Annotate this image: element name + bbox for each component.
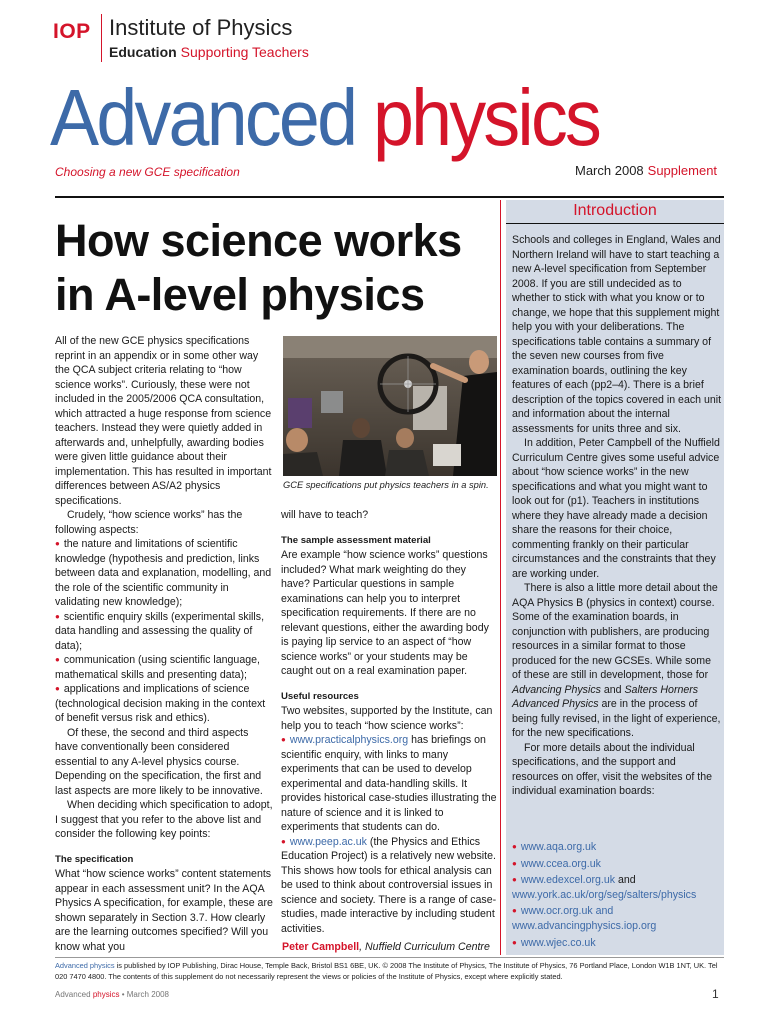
sample-assessment-text: Are example “how science works” questions included? What mark weighting do they have? Particular questions in sample examinations can help you to interpret specification requirements. If there are no relevant questions, either the awarding body is paying lip service to an aspect of “how science works” or your students may be caught out on a real examination paper. xyxy=(281,549,489,677)
practicalphysics-link[interactable]: www.practicalphysics.org xyxy=(289,734,409,746)
classroom-photo xyxy=(283,336,497,476)
link-item xyxy=(512,857,722,872)
continued-text: will have to teach? xyxy=(281,509,369,521)
specification-heading: The specification xyxy=(55,853,134,865)
sample-assessment-heading: The sample assessment material xyxy=(281,534,431,546)
headline-line-1: How science works xyxy=(55,215,462,266)
peep-link[interactable]: www.peep.ac.uk xyxy=(289,835,367,848)
publisher-note-title: Advanced physics xyxy=(55,961,115,970)
footer-rule xyxy=(55,957,724,958)
masthead-physics: physics xyxy=(372,73,600,162)
exam-board-links xyxy=(512,840,722,952)
aqa-link[interactable]: www.aqa.org.uk xyxy=(520,841,597,853)
logo-divider xyxy=(101,14,102,62)
issue-line xyxy=(575,163,717,178)
intro-paragraph xyxy=(512,581,722,741)
useful-resources-heading: Useful resources xyxy=(281,690,359,702)
footer-date: • March 2008 xyxy=(119,990,169,999)
intro-paragraph: In addition, Peter Campbell of the Nuffield Curriculum Centre gives some useful advice about “how science works” in the new specifications and what you might want to look out for (p1). Teachers in institutions where they have already made a decision share the reasons for their choice, commenting frankly on their particular circumstances and the constraints that they are working under. xyxy=(512,437,720,580)
intro-text: and xyxy=(600,683,625,696)
aspect-item: ● applications and implications of science (technological decision making in the context of benefit versus risk and ethics). xyxy=(55,682,273,726)
author-byline xyxy=(282,941,490,953)
photo-caption: GCE specifications put physics teachers in a spin. xyxy=(283,480,489,490)
body-paragraph: Crudely, “how science works” has the following aspects: xyxy=(55,509,243,536)
education-label: Education xyxy=(109,44,177,60)
advancing-physics-title: Advancing Physics xyxy=(512,683,601,696)
headline-line-2: in A-level physics xyxy=(55,269,425,320)
body-paragraph: When deciding which specification to adopt, I suggest that you refer to the above list and consider the following key points: xyxy=(55,799,273,840)
intro-paragraph: Schools and colleges in England, Wales and Northern Ireland will have to start teaching a new A-level specification from September 2008. If you are still undecided as to whether to stick with what you know or to change, we hope that this supplement might help you with your deliberations. The specifications table contains a summary of the seven new courses from five examination boards, outlining the key features of each (pp2–4). There is a brief description of the topics covered in each unit and information about the internal assessments for units three and six. xyxy=(512,234,722,435)
footer-physics: physics xyxy=(92,990,120,999)
link-separator: and www. xyxy=(512,905,614,932)
aspect-item: ● the nature and limitations of scientific knowledge (hypothesis and prediction, links between data and explanation, modelling, and the role of the scientific community in validating new knowledge); xyxy=(55,537,273,610)
resource-item xyxy=(281,733,497,835)
resource-description: (the Physics and Ethics Education Project) is a relatively new website. This shows how tools for ethical analysis can be used to think about controversial issues in science and society. There is a range of case-studies, made interactive by including student activities. xyxy=(281,835,497,935)
iop-logo: IOP xyxy=(53,20,91,43)
ocr-link[interactable]: www.ocr.org.uk xyxy=(520,905,593,918)
link-item xyxy=(512,840,722,855)
page-footer xyxy=(55,990,169,999)
useful-resources-intro: Two websites, supported by the Institute, can help you to teach “how science works”: xyxy=(281,705,493,732)
intro-text: There is also a little more detail about the AQA Physics B (physics in context) course. Some of the examination boards, in conjunction with publishers, are producing resources in a similar format to those produced for the new GCSEs. While some of these are still in development, those for xyxy=(512,582,718,681)
institute-name: Institute of Physics xyxy=(109,15,293,40)
supplement-label: Supplement xyxy=(647,163,718,178)
education-tagline xyxy=(109,44,309,60)
wjec-link[interactable]: www.wjec.co.uk xyxy=(520,936,596,949)
body-paragraph: All of the new GCE physics specifications reprint in an appendix or in some other way the QCA subject criteria relating to “how science works”. Curiously, these were not included in the 2005/2006 QCA consultation, which attracted a huge response from science teachers. Instead they were quietly added in afterwards and, unhelpfully, awarding bodies were given little guidance about their implementation. This has resulted in important differences between AS/A2 physics specifications. xyxy=(55,335,272,507)
article-headline xyxy=(55,214,462,322)
article-column-2 xyxy=(281,508,497,936)
aspect-item: ● communication (using scientific language, mathematical skills and presenting data); xyxy=(55,653,273,682)
salters-horners-title: Salters Horners Advanced Physics xyxy=(512,683,699,710)
masthead-advanced: Advanced xyxy=(50,73,356,162)
supporting-teachers-label: Supporting Teachers xyxy=(180,44,309,60)
masthead-title xyxy=(50,73,600,162)
body-paragraph: Of these, the second and third aspects have conventionally been considered essential to any A-level physics course. Depending on the specification, the first and last aspects are more likely to be innovative. xyxy=(55,726,263,797)
author-affiliation: , Nuffield Curriculum Centre xyxy=(359,941,490,953)
link-item xyxy=(512,873,722,902)
publisher-note xyxy=(55,961,724,982)
resource-description: has briefings on scientific enquiry, with links to many experiments that can be used to develop experimental and data-handling skills. It provides historical case-studies illustrating the nature of science and it is linked to experiments that students can do. xyxy=(281,734,497,833)
link-separator: and xyxy=(615,874,636,887)
aspect-item: ● scientific enquiry skills (experimental skills, data handling and assessing the quality of data); xyxy=(55,610,273,654)
advancing-physics-link[interactable]: advancingphysics.iop.org xyxy=(537,919,657,932)
page-number: 1 xyxy=(712,987,719,1001)
publisher-note-text: is published by IOP Publishing, Dirac House, Temple Back, Bristol BS1 6BE, UK. © 2008 The Institute of Physics, The Institute of Physics, 76 Portland Place, London W1B 1NT, UK. Tel 020 7470 4800. The contents of this supplement do not necessarily represent the views or policies of the Institute of Physics, except where explicitly stated. xyxy=(55,961,718,981)
intro-text: are in the process of being fully revised, in the light of experience, for the new specifications. xyxy=(512,698,721,739)
article-column-1 xyxy=(55,334,273,954)
footer-advanced: Advanced xyxy=(55,990,93,999)
issue-date: March 2008 xyxy=(575,163,644,178)
author-name: Peter Campbell xyxy=(282,941,360,953)
masthead-subtitle: Choosing a new GCE specification xyxy=(55,165,240,179)
ccea-link[interactable]: www.ccea.org.uk xyxy=(520,857,601,870)
introduction-text xyxy=(512,233,722,799)
introduction-heading: Introduction xyxy=(573,202,657,219)
column-divider xyxy=(500,200,501,955)
link-item xyxy=(512,904,722,933)
york-salters-link[interactable]: www.york.ac.uk/org/seg/salters/physics xyxy=(512,888,697,901)
introduction-rule xyxy=(506,223,724,224)
specification-text: What “how science works” content statements appear in each assessment unit? In the AQA Physics A specification, for example, these are shown separately in Section 3.7. How clearly are the learning outcomes specified? Will you know what you xyxy=(55,868,273,953)
photo-illustration xyxy=(283,336,497,476)
resource-item xyxy=(281,835,497,937)
masthead-rule xyxy=(55,196,724,198)
intro-paragraph: For more details about the individual specifications, and the support and resources on offer, visit the websites of the individual examination boards: xyxy=(512,741,713,797)
link-item xyxy=(512,936,722,951)
edexcel-link[interactable]: www.edexcel.org.uk xyxy=(520,874,616,887)
